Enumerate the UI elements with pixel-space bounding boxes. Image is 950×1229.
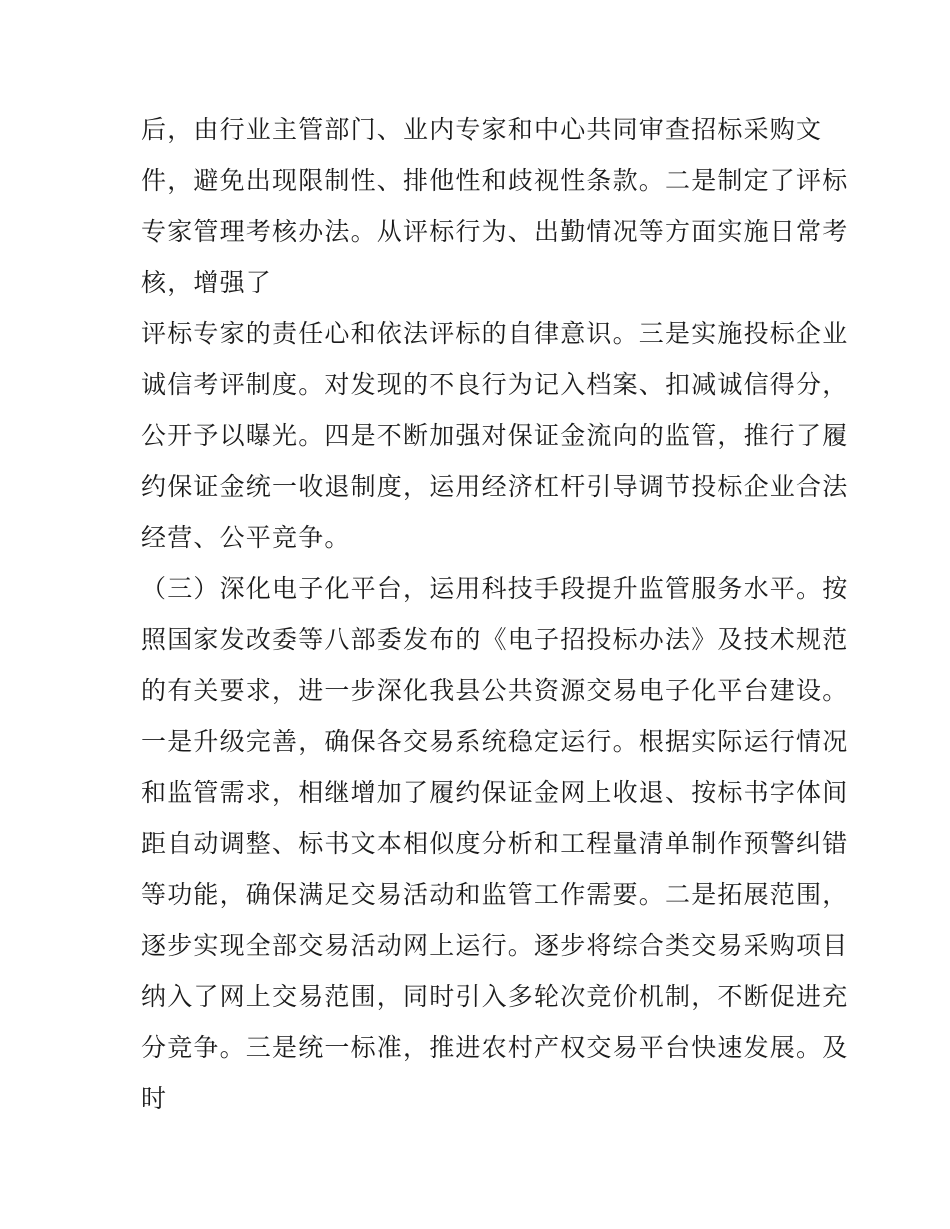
text-line: 诚信考评制度。对发现的不良行为记入档案、扣减诚信得分，	[141, 370, 849, 399]
text-line: 纳入了网上交易范围，同时引入多轮次竞价机制，不断促进充	[141, 982, 849, 1011]
text-line: 和监管需求，相继增加了履约保证金网上收退、按标书字体间	[141, 778, 849, 807]
text-line: 专家管理考核办法。从评标行为、出勤情况等方面实施日常考	[141, 217, 849, 246]
text-line: 件，避免出现限制性、排他性和歧视性条款。二是制定了评标	[141, 166, 849, 195]
text-line: 公开予以曝光。四是不断加强对保证金流向的监管，推行了履	[141, 421, 849, 450]
text-line: 一是升级完善，确保各交易系统稳定运行。根据实际运行情况	[141, 727, 849, 756]
text-line: 照国家发改委等八部委发布的《电子招投标办法》及技术规范	[141, 625, 849, 654]
text-line: 分竞争。三是统一标准，推进农村产权交易平台快速发展。及	[141, 1033, 849, 1062]
text-line: 距自动调整、标书文本相似度分析和工程量清单制作预警纠错	[141, 829, 849, 858]
text-line: 逐步实现全部交易活动网上运行。逐步将综合类交易采购项目	[141, 931, 849, 960]
text-line: 的有关要求，进一步深化我县公共资源交易电子化平台建设。	[141, 676, 849, 705]
text-line: 时	[141, 1084, 168, 1113]
text-line: 约保证金统一收退制度，运用经济杠杆引导调节投标企业合法	[141, 472, 849, 501]
text-line: 评标专家的责任心和依法评标的自律意识。三是实施投标企业	[141, 319, 849, 348]
text-line: 等功能，确保满足交易活动和监管工作需要。二是拓展范围，	[141, 880, 849, 909]
text-line: 核，增强了	[141, 268, 273, 297]
text-line: 经营、公平竞争。	[141, 523, 351, 552]
section-heading-line: （三）深化电子化平台，运用科技手段提升监管服务水平。按	[141, 574, 849, 603]
text-line: 后，由行业主管部门、业内专家和中心共同审查招标采购文	[141, 115, 823, 144]
